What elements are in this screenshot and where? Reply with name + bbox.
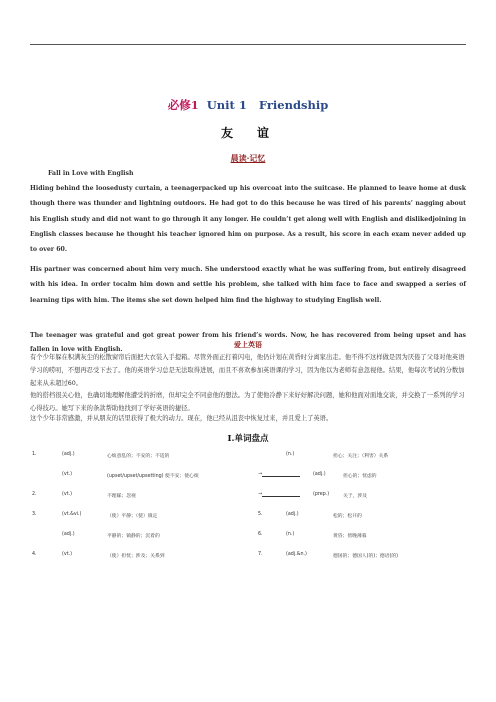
vocab-right-row-6: 7. (adj.&n.) 德国的；德国人(的)；德语(的) [258, 552, 399, 559]
page-title [0, 97, 496, 113]
reading-heading: 晨读·记忆 [230, 153, 266, 163]
translation-heading: 爱上英语 [234, 340, 262, 349]
translation-paragraph-2: 他的搭档很关心他，也确切地理解他遭受的折磨，但却完全不同意他的想法。为了使他冷静下来好好解决问题，她和他面对面地交谈，并交换了一系列的学习心得技巧。她写下来的条款帮助他找到了学好英语的捷径。 [30, 392, 465, 413]
vocab-left-row-6: 4. (vt.) （使）担忧；涉及；关系到 [32, 552, 165, 559]
page-subtitle: 友 谊 [220, 126, 275, 140]
vocab-heading: Ⅰ.单词盘点 [227, 434, 269, 444]
top-rule [30, 44, 466, 45]
vocab-right-row-4: 5. (adj.) 松的；松开的 [258, 512, 362, 519]
story-paragraph-1: Hiding behind the loosedusty curtain, a teenagerpacked up his overcoat into the suitcase. He planned to leave home at dusk though there was thunder and lightning outdoors. He had got to do this because he was tired of his parents’ nagging about his English study and did not want to go through it any longer. He couldn’t get along well with English and dislikedjoining in English classes because he thought his teacher ignored him on purpose. As a result, his score in each exam never added up to over 60. [30, 185, 466, 254]
answer-blank[interactable] [262, 496, 300, 497]
story-paragraph-2: His partner was concerned about him very much. She understood exactly what he was suffering from, but entirely disagreed with his idea. In order tocalm him down and settle his problem, she talked with him face to face and swapped a series of learning tips with him. The items she set down helped him find the highway to studying English well. [30, 266, 466, 304]
story-title: Fall in Love with English [48, 170, 134, 177]
vocab-right-row-2: → (adj.) 担心的；忧虑的 [258, 472, 377, 479]
vocab-right-row-5: 6. (n.) 黄昏；傍晚薄暮 [258, 532, 367, 539]
vocab-left-row-3: 2. (vt.) 不理睬；忽视 [32, 492, 136, 499]
answer-blank[interactable] [262, 476, 300, 477]
vocab-right-row-3: → (prep.) 关于，涉及 [258, 492, 367, 499]
translation-paragraph-3: 这个少年非常感激，并从朋友的话里获得了极大的动力。现在，他已经从沮丧中恢复过来，并且爱上了英语。 [30, 415, 333, 422]
vocab-left-row-1: 1. (adj.) 心烦意乱的；不安的；不适的 [32, 452, 170, 459]
book-label: 必修1 [167, 98, 199, 112]
topic-label: Friendship [258, 98, 329, 112]
unit-label: Unit 1 [206, 98, 247, 112]
vocab-left-row-4: 3. (vt.&vi.) （使）平静；（使）镇定 [32, 512, 158, 519]
story-paragraph-3: The teenager was grateful and got great power from his friend’s words. Now, he has recovered from being upset and has fallen in love with English. [30, 332, 466, 353]
translation-paragraph-1: 有个少年躲在积满灰尘的松散窗帘后面把大衣装入手提箱。尽管外面正打着闪电，他仍计划在黄昏时分离家出走。他不得不这样做是因为厌倦了父母对他英语学习的唠叨，不想再忍受下去了。他的英语学习总是无法取得进展，而且不喜欢参加英语课的学习，因为他以为老师有意忽视他。结果，他每次考试的分数加起来从未超过60。 [30, 354, 465, 388]
